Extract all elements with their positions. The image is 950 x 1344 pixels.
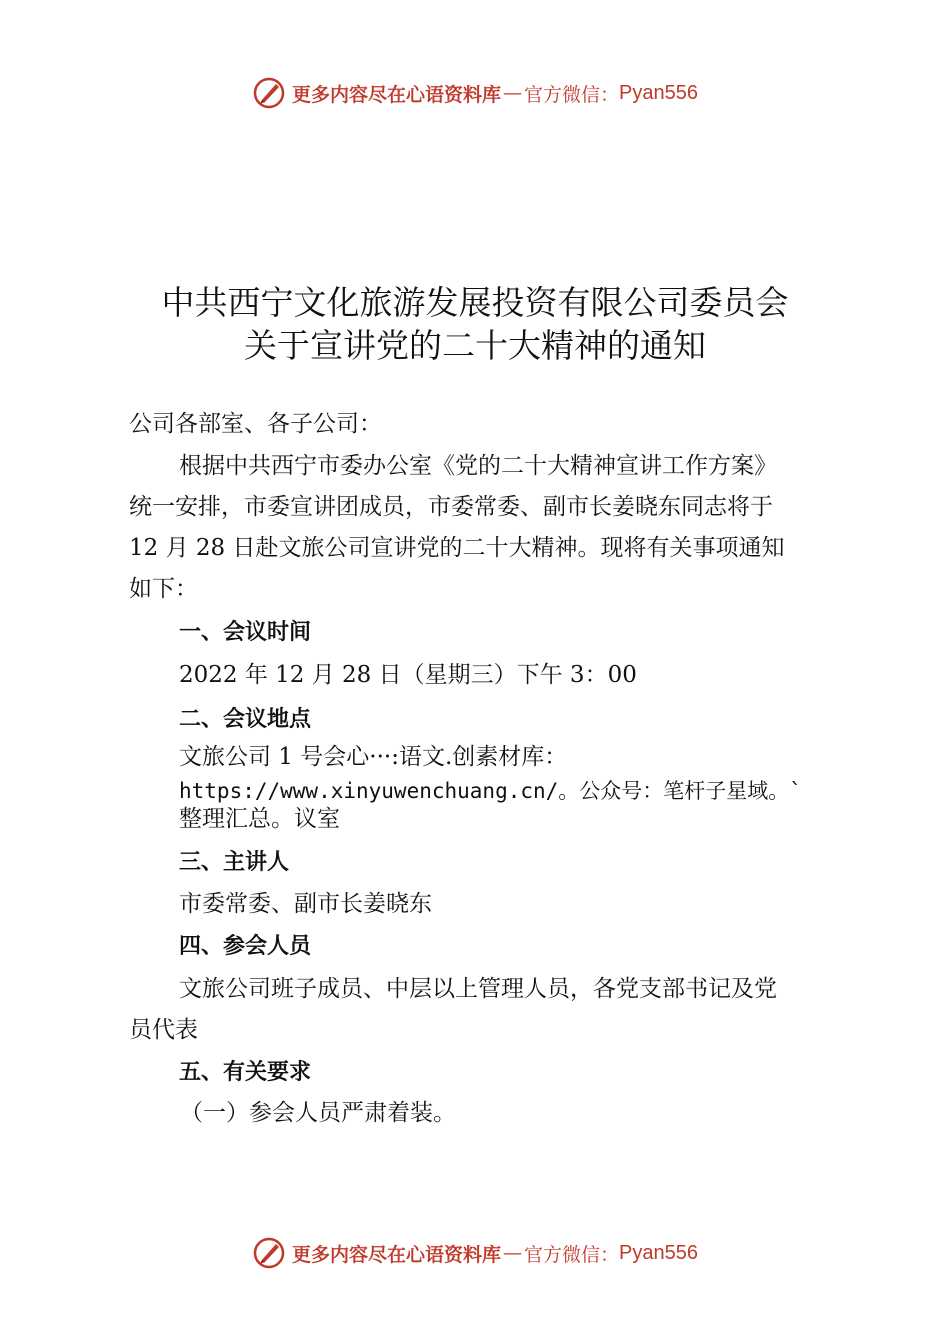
banner-dash: — [503,1242,523,1264]
banner-wechat-id: Pyan556 [619,81,698,104]
location-url-line: https://www.xinyuwenchuang.cn/。公众号：笔杆子星域。` [179,779,802,803]
header-banner [0,73,950,113]
banner-wechat-label: 官方微信： [524,1243,620,1266]
pen-logo-icon [252,76,286,110]
banner-slogan: 更多内容尽在心语资料库 [292,1243,502,1266]
requirement-item: （一）参会人员严肃着装。 [180,1100,456,1126]
attendees-line: 文旅公司班子成员、中层以上管理人员，各党支部书记及党 [179,976,777,1002]
attendees-line: 员代表 [129,1017,198,1043]
intro-line: 根据中共西宁市委办公室《党的二十大精神宣讲工作方案》 [179,453,777,479]
salutation: 公司各部室、各子公司： [129,411,382,437]
banner-wechat-label: 官方微信： [524,83,620,106]
section-heading-requirements: 五、有关要求 [179,1060,312,1085]
meeting-time: 2022 年 12 月 28 日（星期三）下午 3：00 [179,662,637,688]
location-line: 文旅公司 1 号会心···:语文.创素材库： [179,744,568,770]
banner-slogan: 更多内容尽在心语资料库 [292,83,502,106]
banner-dash: — [503,82,523,104]
section-heading-speaker: 三、主讲人 [179,850,290,875]
intro-line: 统一安排，市委宣讲团成员，市委常委、副市长姜晓东同志将于 [129,494,773,520]
pen-logo-icon [252,1236,286,1270]
speaker-name: 市委常委、副市长姜晓东 [179,891,432,917]
doc-title-line2: 关于宣讲党的二十大精神的通知 [244,326,706,365]
banner-wechat-id: Pyan556 [619,1241,698,1264]
footer-banner [0,1233,950,1273]
intro-line: 如下： [129,576,198,602]
section-heading-location: 二、会议地点 [179,707,312,732]
section-heading-time: 一、会议时间 [179,620,312,645]
intro-line: 12 月 28 日赴文旅公司宣讲党的二十大精神。现将有关事项通知 [129,535,785,561]
doc-title-line1: 中共西宁文化旅游发展投资有限公司委员会 [161,283,789,322]
section-heading-attendees: 四、参会人员 [179,934,312,959]
location-line: 整理汇总。议室 [179,806,340,832]
